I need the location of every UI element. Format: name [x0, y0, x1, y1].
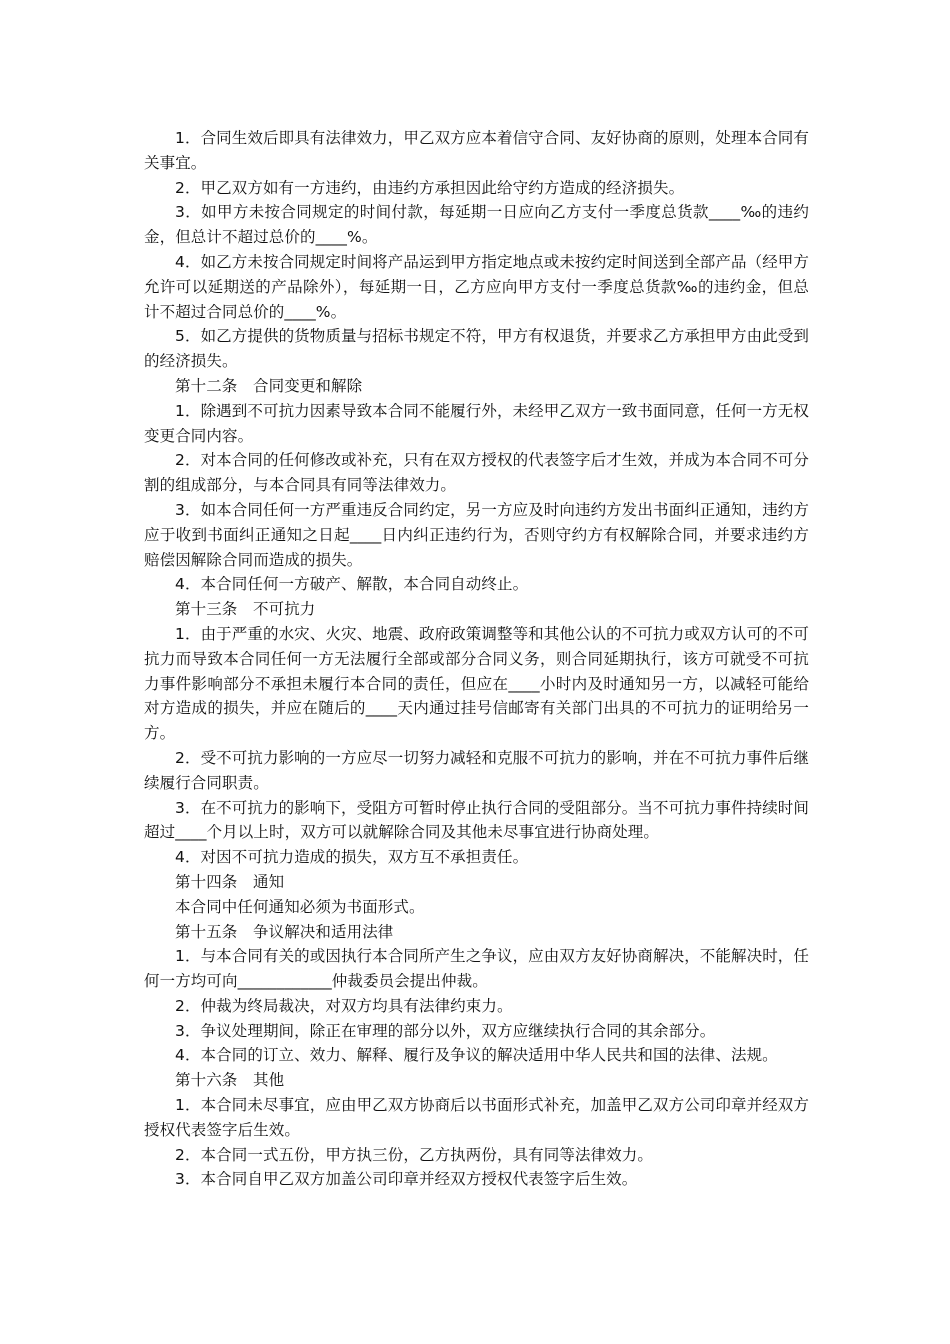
clause-paragraph: 5．如乙方提供的货物质量与招标书规定不符，甲方有权退货，并要求乙方承担甲方由此受到的经济损失。 — [144, 327, 809, 371]
clause-paragraph: 3．如本合同任何一方严重违反合同约定，另一方应及时向违约方发出书面纠正通知，违约方应于收到书面纠正通知之日起____日内纠正违约行为，否则守约方有权解除合同，并要求违约方赔偿因解除合同而造成的损失。 — [144, 500, 809, 569]
article-heading-16: 第十六条 其他 — [175, 1071, 285, 1090]
article-heading-12: 第十二条 合同变更和解除 — [175, 376, 363, 395]
clause-paragraph: 1．由于严重的水灾、火灾、地震、政府政策调整等和其他公认的不可抗力或双方认可的不可抗力而导致本合同任何一方无法履行全部或部分合同义务，则合同延期执行，该方可就受不可抗力事件影响部分不承担未履行本合同的责任，但应在____小时内及时通知另一方，以减轻可能给对方造成的损失，并应在随后的____天内通过挂号信邮寄有关部门出具的不可抗力的证明给另一方。 — [144, 624, 809, 743]
clause-paragraph: 3．如甲方未按合同规定的时间付款，每延期一日应向乙方支付一季度总货款____‰的违约金，但总计不超过总价的____%。 — [144, 203, 809, 247]
clause-paragraph: 4．如乙方未按合同规定时间将产品运到甲方指定地点或未按约定时间送到全部产品（经甲方允许可以延期送的产品除外），每延期一日，乙方应向甲方支付一季度总货款‰的违约金，但总计不超过合同总价的____%。 — [144, 252, 809, 321]
clause-paragraph: 1．本合同未尽事宜，应由甲乙双方协商后以书面形式补充，加盖甲乙双方公司印章并经双方授权代表签字后生效。 — [144, 1096, 809, 1139]
clause-paragraph: 1．与本合同有关的或因执行本合同所产生之争议，应由双方友好协商解决，不能解决时，任何一方均可向____________仲裁委员会提出仲裁。 — [144, 947, 809, 991]
article-heading-15: 第十五条 争议解决和适用法律 — [175, 922, 394, 941]
article-heading-14: 第十四条 通知 — [175, 872, 285, 891]
clause-paragraph: 2．仲裁为终局裁决，对双方均具有法律约束力。 — [175, 996, 513, 1015]
clause-paragraph: 1．合同生效后即具有法律效力，甲乙双方应本着信守合同、友好协商的原则，处理本合同有关事宜。 — [144, 129, 809, 172]
clause-paragraph: 4．本合同任何一方破产、解散，本合同自动终止。 — [175, 575, 529, 594]
contract-body — [144, 126, 809, 1192]
clause-paragraph: 2．对本合同的任何修改或补充，只有在双方授权的代表签字后才生效，并成为本合同不可分割的组成部分，与本合同具有同等法律效力。 — [144, 451, 809, 495]
clause-paragraph: 3．本合同自甲乙双方加盖公司印章并经双方授权代表签字后生效。 — [175, 1170, 638, 1189]
clause-paragraph: 2．甲乙双方如有一方违约，由违约方承担因此给守约方造成的经济损失。 — [175, 178, 685, 197]
clause-paragraph: 4．本合同的订立、效力、解释、履行及争议的解决适用中华人民共和国的法律、法规。 — [175, 1046, 778, 1065]
clause-paragraph: 4．对因不可抗力造成的损失，双方互不承担责任。 — [175, 848, 529, 867]
clause-paragraph: 3．在不可抗力的影响下，受阻方可暂时停止执行合同的受阻部分。当不可抗力事件持续时间超过____个月以上时，双方可以就解除合同及其他未尽事宜进行协商处理。 — [144, 798, 809, 842]
article-heading-13: 第十三条 不可抗力 — [175, 600, 316, 619]
clause-paragraph: 2．受不可抗力影响的一方应尽一切努力减轻和克服不可抗力的影响，并在不可抗力事件后继续履行合同职责。 — [144, 748, 809, 792]
clause-paragraph: 2．本合同一式五份，甲方执三份，乙方执两份，具有同等法律效力。 — [175, 1145, 653, 1164]
clause-paragraph: 1．除遇到不可抗力因素导致本合同不能履行外，未经甲乙双方一致书面同意，任何一方无权变更合同内容。 — [144, 401, 809, 445]
clause-paragraph: 本合同中任何通知必须为书面形式。 — [175, 897, 425, 916]
clause-paragraph: 3．争议处理期间，除正在审理的部分以外，双方应继续执行合同的其余部分。 — [175, 1021, 716, 1040]
